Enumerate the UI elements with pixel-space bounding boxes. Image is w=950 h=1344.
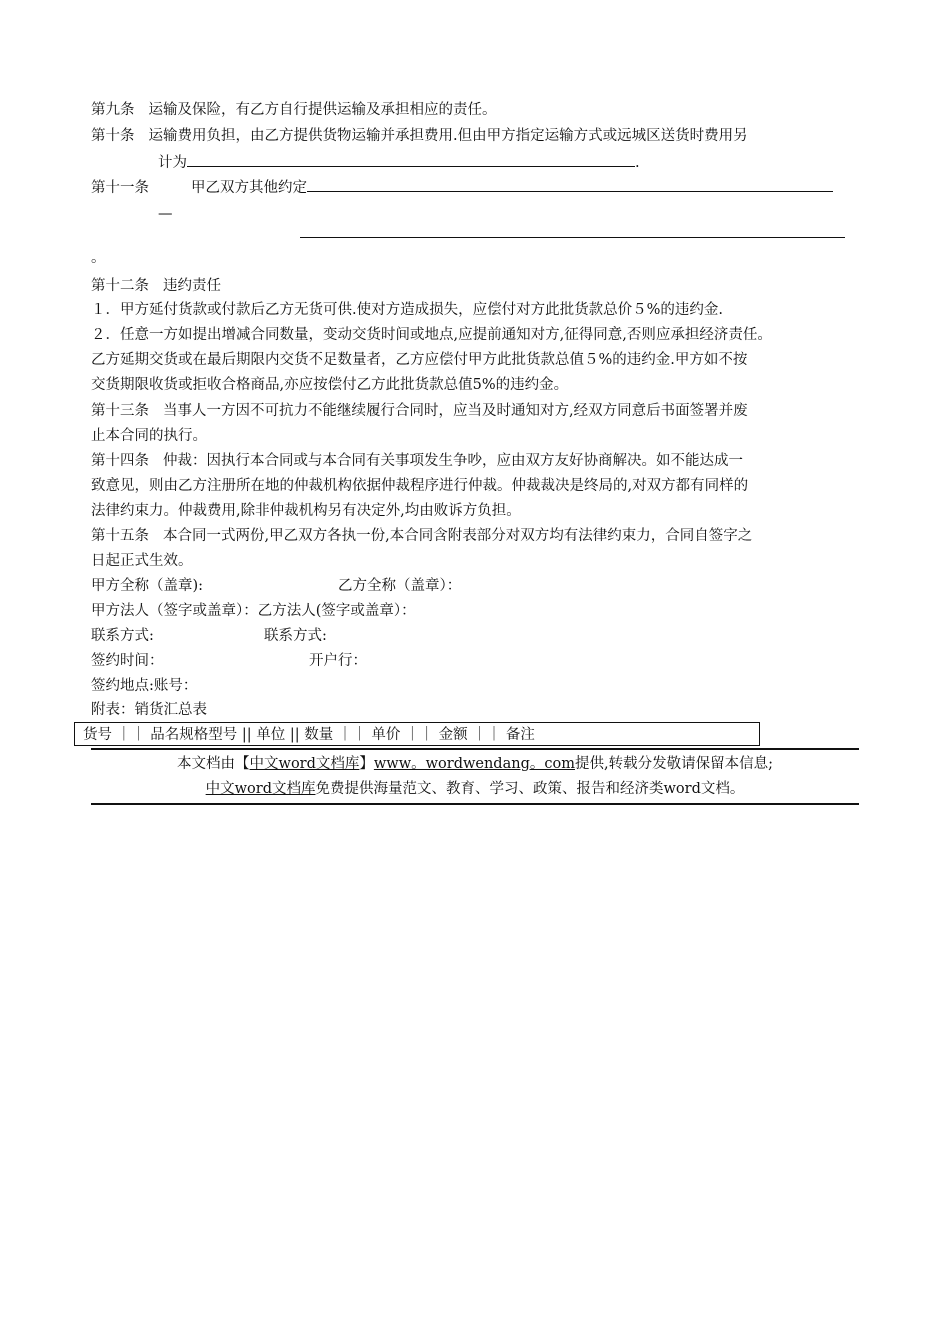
article-13: [91, 401, 748, 421]
party-a-name: 甲方全称（盖章):: [91, 578, 204, 594]
article-15-cont: 日起正式生效。: [91, 553, 193, 569]
article-14-c1: 致意见，则由乙方注册所在地的仲裁机构依据仲裁程序进行仲裁。仲裁裁决是终局的,对双方都有同样的: [91, 478, 749, 494]
article-11-dash: —: [158, 206, 173, 222]
article-label: 第九条: [91, 102, 135, 118]
fill-blank: [307, 176, 833, 192]
footer-link-website[interactable]: www。wordwendang。com: [373, 756, 575, 772]
footer-text: 免费提供海量范文、教育、学习、政策、报告和经济类word文档。: [315, 781, 745, 797]
fill-blank: [300, 222, 845, 238]
footer-bottom-rule: [91, 803, 859, 805]
footer-text: 提供,转载分发敬请保留本信息;: [574, 756, 773, 772]
footer-line-1: [91, 754, 859, 774]
sign-time: 签约时间：: [91, 653, 164, 669]
article-label: 第十条: [91, 128, 135, 144]
article-text: 违约责任: [163, 278, 221, 294]
article-12-p3: 乙方延期交货或在最后期限内交货不足数量者，乙方应偿付甲方此批货款总值５%的违约金.甲方如不按: [91, 352, 748, 368]
article-12-p4: 交货期限收货或拒收合格商品,亦应按偿付乙方此批货款总值5%的违约金。: [91, 377, 569, 393]
article-10: [91, 126, 748, 146]
article-12-p2: ２．任意一方如提出增减合同数量，变动交货时间或地点,应提前通知对方,征得同意,否则应承担经济责任。: [91, 327, 772, 343]
article-label: 第十二条: [91, 278, 149, 294]
article-text: 当事人一方因不可抗力不能继续履行合同时，应当及时通知对方,经双方同意后书面签署并废: [163, 403, 748, 419]
article-text: 本合同一式两份,甲乙双方各执一份,本合同含附表部分对双方均有法律约束力，合同自签字之: [163, 528, 753, 544]
article-12-p1: １．甲方延付货款或付款后乙方无货可供.使对方造成损失，应偿付对方此批货款总价５%的违约金.: [91, 302, 723, 318]
footer-link-library-2[interactable]: 中文word文档库: [205, 781, 316, 797]
article-text: 运输费用负担，由乙方提供货物运输并承担费用.但由甲方指定运输方式或远城区送货时费用另: [148, 128, 748, 144]
article-14-c2: 法律约束力。仲裁费用,除非仲裁机构另有决定外,均由败诉方负担。: [91, 503, 521, 519]
footer-top-rule: [91, 748, 859, 750]
article-label: 第十一条: [91, 180, 149, 196]
contact-a: 联系方式:: [91, 628, 154, 644]
article-label: 第十三条: [91, 403, 149, 419]
cont-prefix: 计为: [158, 155, 187, 171]
footer-link-library[interactable]: 中文word文档库: [249, 756, 360, 772]
article-14: [91, 451, 743, 471]
article-label: 第十四条: [91, 453, 149, 469]
contact-b: 联系方式:: [264, 628, 327, 644]
fill-blank: [187, 151, 635, 167]
footer-text: 】: [359, 756, 374, 772]
summary-table-header: 货号 ｜｜ 品名规格型号 || 单位 || 数量 ｜｜ 单价 ｜｜ 金额 ｜｜ 备注: [74, 722, 760, 746]
cont-suffix: .: [635, 155, 640, 171]
article-12: [91, 276, 221, 296]
party-rep: 甲方法人（签字或盖章）：乙方法人(签字或盖章）：: [91, 603, 416, 619]
party-b-name: 乙方全称（盖章）：: [338, 578, 462, 594]
article-10-cont: [158, 151, 640, 173]
footer-line-2: [91, 779, 859, 799]
bank: 开户行：: [309, 653, 367, 669]
article-label: 第十五条: [91, 528, 149, 544]
footer-text: 本文档由【: [177, 756, 250, 772]
sign-place: 签约地点:账号：: [91, 678, 198, 694]
article-text: 运输及保险，有乙方自行提供运输及承担相应的责任。: [148, 102, 497, 118]
article-9: [91, 100, 497, 120]
article-15: [91, 526, 752, 546]
article-11: [91, 176, 833, 198]
article-11-blank: [300, 222, 845, 244]
article-13-cont: 止本合同的执行。: [91, 428, 207, 444]
appendix-title: 附表：销货汇总表: [91, 702, 207, 718]
article-text: 甲乙双方其他约定: [191, 180, 307, 196]
article-11-end: 。: [91, 250, 106, 266]
article-text: 仲裁：因执行本合同或与本合同有关事项发生争吵，应由双方友好协商解决。如不能达成一: [163, 453, 743, 469]
